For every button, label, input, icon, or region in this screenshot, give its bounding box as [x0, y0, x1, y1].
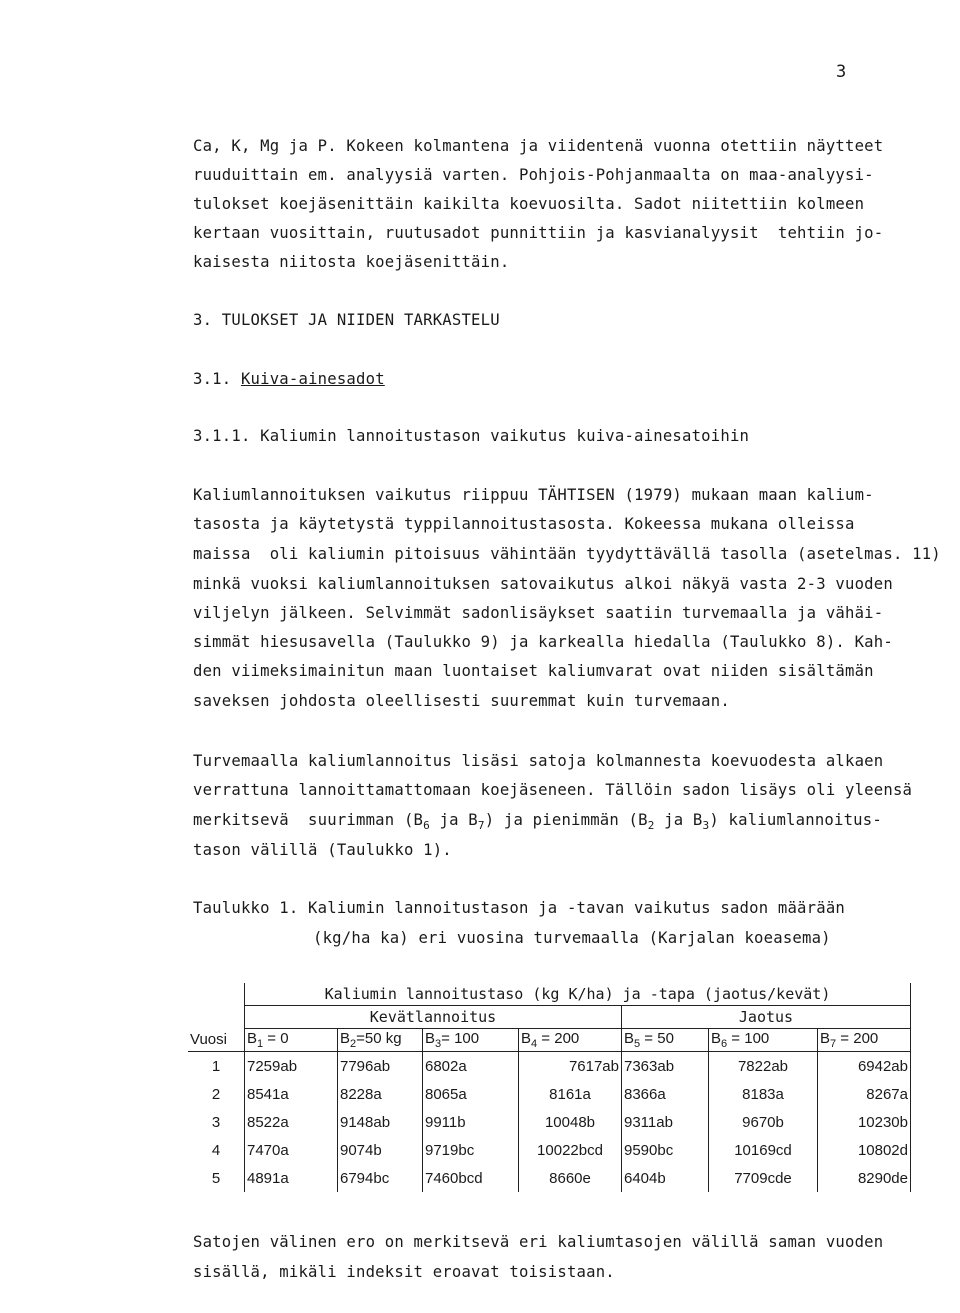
value-cell: 7460bcd: [423, 1164, 519, 1192]
year-cell: 2: [211, 1085, 221, 1103]
col-label: =50 kg: [356, 1030, 402, 1047]
col-label: = 200: [836, 1030, 879, 1047]
subsubsection-heading: 3.1.1. Kaliumin lannoitustason vaikutus kuiva-ainesatoihin: [193, 427, 750, 445]
value-cell: 7822ab: [709, 1052, 818, 1081]
year-cell: 5: [211, 1169, 221, 1187]
subscript: 3: [702, 819, 710, 833]
year-cell: 3: [211, 1113, 221, 1131]
col-label: B: [247, 1030, 258, 1047]
value-cell: 10048b: [519, 1108, 622, 1136]
year-cell: 4: [211, 1141, 221, 1159]
value-cell: 10022bcd: [519, 1136, 622, 1164]
page-number: 3: [836, 62, 847, 82]
col-label: = 0: [263, 1030, 289, 1047]
value-cell: 8065a: [423, 1080, 519, 1108]
table-row: [188, 1080, 911, 1108]
value-cell: 8541a: [245, 1080, 338, 1108]
split-header: Jaotus: [622, 1006, 911, 1029]
paragraph2-line: [193, 811, 882, 832]
value-cell: 7796ab: [338, 1052, 423, 1081]
subscript: 2: [350, 1038, 357, 1050]
paragraph1-line: tasosta ja käytetystä typpilannoitustasosta. Kokeessa mukana olleissa: [193, 515, 855, 533]
value-cell: 6942ab: [818, 1052, 911, 1081]
intro-line: kertaan vuosittain, ruutusadot punnittiin ja kasvianalyysit tehtiin jo-: [193, 224, 884, 242]
results-table: [188, 983, 911, 1192]
value-cell: 9148ab: [338, 1108, 423, 1136]
footer-line: sisällä, mikäli indeksit eroavat toisistaan.: [193, 1263, 615, 1281]
text-span: ja B: [429, 811, 478, 829]
value-cell: 8183a: [709, 1080, 818, 1108]
group-header: Kaliumin lannoitustaso (kg K/ha) ja -tapa (jaotus/kevät): [245, 983, 911, 1006]
column-header: [245, 1029, 338, 1052]
value-cell: 9719bc: [423, 1136, 519, 1164]
text-span: merkitsevä suurimman (B: [193, 811, 424, 829]
value-cell: 8228a: [338, 1080, 423, 1108]
value-cell: 9074b: [338, 1136, 423, 1164]
paragraph1-line: den viimeksimainitun maan luontaiset kaliumvarat ovat niiden sisältämän: [193, 662, 874, 680]
value-cell: 7709cde: [709, 1164, 818, 1192]
paragraph2-line: tason välillä (Taulukko 1).: [193, 841, 452, 859]
column-header: [519, 1029, 622, 1052]
subscript: 2: [647, 819, 655, 833]
col-label: = 50: [640, 1030, 674, 1047]
intro-line: ruuduittain em. analyysiä varten. Pohjois-Pohjanmaalta on maa-analyysi-: [193, 166, 874, 184]
subscript: 6: [423, 819, 430, 833]
subscript: 3: [435, 1038, 442, 1050]
col-label: B: [521, 1030, 532, 1047]
subscript: 5: [634, 1038, 641, 1050]
column-header: [709, 1029, 818, 1052]
table-row: [188, 1164, 911, 1192]
text-span: ) kaliumlannoitus-: [709, 811, 882, 829]
subsection-heading: [193, 370, 385, 388]
section-heading: 3. TULOKSET JA NIIDEN TARKASTELU: [193, 311, 500, 329]
value-cell: 7363ab: [622, 1052, 709, 1081]
value-cell: 6794bc: [338, 1164, 423, 1192]
column-header: [818, 1029, 911, 1052]
year-cell: 1: [211, 1057, 221, 1075]
col-label: B: [624, 1030, 635, 1047]
paragraph1-line: viljelyn jälkeen. Selvimmät sadonlisäykset saatiin turvemaalla ja vähäi-: [193, 604, 884, 622]
table-caption: Taulukko 1. Kaliumin lannoitustason ja -tavan vaikutus sadon määrään: [193, 899, 845, 917]
intro-line: Ca, K, Mg ja P. Kokeen kolmantena ja viidentenä vuonna otettiin näytteet: [193, 137, 884, 155]
text-span: ja B: [654, 811, 703, 829]
paragraph1-line: maissa oli kaliumin pitoisuus vähintään tyydyttävällä tasolla (asetelmas. 11): [193, 545, 941, 563]
paragraph1-line: simmät hiesusavella (Taulukko 9) ja karkealla hiedalla (Taulukko 8). Kah-: [193, 633, 893, 651]
value-cell: 6802a: [423, 1052, 519, 1081]
paragraph2-line: verrattuna lannoittamattomaan koejäseneen. Tällöin sadon lisäys oli yleensä: [193, 781, 913, 799]
table-caption: (kg/ha ka) eri vuosina turvemaalla (Karjalan koeasema): [313, 929, 831, 947]
value-cell: 9670b: [709, 1108, 818, 1136]
column-header: [338, 1029, 423, 1052]
value-cell: 9590bc: [622, 1136, 709, 1164]
col-label: = 100: [727, 1030, 770, 1047]
value-cell: 10169cd: [709, 1136, 818, 1164]
column-header: [622, 1029, 709, 1052]
value-cell: 7617ab: [519, 1052, 622, 1081]
value-cell: 8660e: [519, 1164, 622, 1192]
value-cell: 8290de: [818, 1164, 911, 1192]
paragraph1-line: Kaliumlannoituksen vaikutus riippuu TÄHTISEN (1979) mukaan maan kalium-: [193, 486, 874, 504]
col-label: B: [425, 1030, 436, 1047]
year-header: Vuosi: [188, 1029, 245, 1052]
intro-line: kaisesta niitosta koejäsenittäin.: [193, 253, 510, 271]
col-label: B: [820, 1030, 831, 1047]
value-cell: 10230b: [818, 1108, 911, 1136]
table-row: [188, 1108, 911, 1136]
table-cell: [188, 983, 245, 1006]
value-cell: 7470a: [245, 1136, 338, 1164]
table-cell: [188, 1006, 245, 1029]
subsection-number: 3.1.: [193, 370, 241, 388]
value-cell: 7259ab: [245, 1052, 338, 1081]
col-label: B: [340, 1030, 351, 1047]
subscript: 7: [830, 1038, 837, 1050]
value-cell: 9311ab: [622, 1108, 709, 1136]
intro-line: tulokset koejäsenittäin kaikilta koevuosilta. Sadot niitettiin kolmeen: [193, 195, 865, 213]
value-cell: 8161a: [519, 1080, 622, 1108]
paragraph1-line: saveksen johdosta oleellisesti suuremmat kuin turvemaan.: [193, 692, 730, 710]
table-row: [188, 1136, 911, 1164]
value-cell: 10802d: [818, 1136, 911, 1164]
subscript: 1: [257, 1038, 264, 1050]
spring-header: Kevätlannoitus: [245, 1006, 622, 1029]
paragraph2-line: Turvemaalla kaliumlannoitus lisäsi satoja kolmannesta koevuodesta alkaen: [193, 752, 884, 770]
subscript: 4: [531, 1038, 538, 1050]
paragraph1-line: minkä vuoksi kaliumlannoituksen satovaikutus alkoi näkyä vasta 2-3 vuoden: [193, 575, 893, 593]
value-cell: 8522a: [245, 1108, 338, 1136]
text-span: ) ja pienimmän (B: [484, 811, 648, 829]
subsection-title: Kuiva-ainesadot: [240, 370, 385, 388]
value-cell: 8267a: [818, 1080, 911, 1108]
value-cell: 6404b: [622, 1164, 709, 1192]
col-label: B: [711, 1030, 722, 1047]
footer-line: Satojen välinen ero on merkitsevä eri kaliumtasojen välillä saman vuoden: [193, 1233, 884, 1251]
col-label: = 200: [537, 1030, 580, 1047]
col-label: = 100: [441, 1030, 480, 1047]
value-cell: 4891a: [245, 1164, 338, 1192]
column-header: [423, 1029, 519, 1052]
subscript: 6: [721, 1038, 728, 1050]
subscript: 7: [477, 819, 485, 833]
value-cell: 8366a: [622, 1080, 709, 1108]
table-row: [188, 1052, 911, 1081]
value-cell: 9911b: [423, 1108, 519, 1136]
